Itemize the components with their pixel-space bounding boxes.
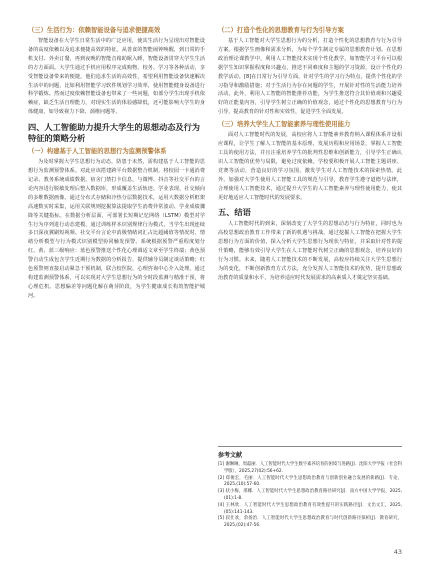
references-section <box>218 450 402 530</box>
paragraph-monitoring-system: 为及时掌握大学生思想行为动态，防患于未然，需构建基于人工智能的思想行为监测预警体系。对此应该搭建跨平台数据整合机制，将校园一卡通消费记录、教务系统成绩数据、宿舍门禁打卡信息，与微博、抖音等社交平台的言论内容进行脱敏处理后整入数据库，形成覆盖生活轨迹、学业表现、社交倾向的多维数据画像。通过分布式存储和冷热分层数据技术，运用大数据分析框架高速数实时采集，运用关联规则挖掘算法提取学生消费异常波动、学业成绩骤降等关键指标。在数据分析层面，可部署长短期记忆网络（LSTM）模型对学生行为序列进行动态建模，通过训练样本识别规律行为模式，当学生出现连续多日深夜翼刷短视频、社交平台言论中消极情绪词汇占比超阈值等情况时，情绪分析模型与行为模式识别模型协同触发预警。系统根据预警严重程度划分红、黄、蓝三级响应：蓝色预警推送个性化心理调适文章至学生终端；黄色预警自动生成包含学生近期行为数据的分析报告，提供辅导员制定谈话策略；红色预警则直接启动紧急干预机制，联合校医院、心理咨询中心介入处理。通过构建监测预警体系，可以实现对大学生思想行为的全时段监测与精准干预，将心理危机、思想偏差等问题化解在萌芽阶段，为学生健康成长构筑智能护城河。 <box>28 159 205 299</box>
right-column <box>218 26 402 283</box>
page-number: 43 <box>393 548 402 556</box>
paragraph-life-behavior: 智能设备在大学生日常生活中的广泛应用，使其生活行为呈现出对智能设备的高度依赖以及追求便捷高效的特征。从善食的智能闹钟唤醒，到日常的手机支付、外卖订餐，再到夜晚的智能音箱助眠入睡，智能设备贯穿大学生生活的方方面面。大学生通过手机应用程序完成购物、校务、学习等各种活动，享受智能设备带来的便捷。他们追求生活的高效性，希望利用智能设备快速解决生活中的问题，比如利用智能学习软件规划学习效率，使用智能健身设备进行科学锻炼。然而过度依赖智能设备也带来了一些问题，如部分学生出现手机依赖症，缺乏生活自理能力，对现实生活的体验感降低，还可能影响大学生的身体健康，如导致视力下降、颈椎问题等。 <box>28 38 205 116</box>
reference-item: [4] 王林欣．人工智能时代大学生思想政治教育有效性提升的实践路径[J]．文出文汇，2025,(05):141-143. <box>218 502 402 515</box>
subheading-life-behavior: （三）生活行为：依赖智能设备与追求便捷高效 <box>28 27 161 34</box>
paragraph-conclusion: 人工智能时代的到来，深刻改变了大学生的思想动态与行为特征，同时也为高校思想政治教育工作带来了新的机遇与挑战。通过挖掘人工智能在把握大学生思想行为方面的价值，探入分析大学生思想行为现状与特征，并采取针对性的提升策略，能够有效引导大学生在人工智能时代树立正确的思想观念，培养良好的行为习惯。未来，随着人工智能技术的不断发展，高校应持续关注大学生思想行为的变化，不断创新教育方式方法，充分发挥人工智能技术的优势，提升思想政治教育的质量和水平，为培养适应时代发展需求的高素质人才奠定坚实基础。 <box>218 221 402 281</box>
subheading-monitoring-system: （一）构建基于人工智能的思想行为监测预警体系 <box>28 148 167 156</box>
reference-item: [3] 状小梅，邢娜．人工智能时代大学生思想政治教育路径研究[J]．南方中国大学学报，2025,(01):1-8. <box>218 489 402 501</box>
paragraph-personalized-guidance: 基于人工智能对大学生思想行为的分析，打造个性化的思想教育与行为引导方案。根据学生画像和需求分析，为每个学生制定专属的思想教育计划。在思想政治理论课教学中，利用人工智能技术实现个性化教学。如智能学习平台可以根据学生知识掌握程度和兴趣点，推送不同难度和主题的学习资源，设计个性化的教学活动。[8]在日常行为引导方面，针对学生的学习行为特点，提供个性化的学习指导和激励措施；对于生活行为存在问题的学生，开展针对性的生活能力培养活动。此外，利用人工智能的智能推荐功能，为学生推送符合其价值观和兴趣爱好的正能量内容，引导学生树立正确的价值观念，通过个性化的思想教育与行为引导，提高教育的针对性和实效性，促进学生全面发展。 <box>218 38 402 116</box>
paragraph-ai-literacy: 面对人工智能时代的发展，高校应将人工智能素养教育纳入课程体系并设相应课程，让学生了解人工智能的基本原理、发展历程和应用场景，掌握人工智能工具的使用方法，并且注重培养学生的批判性思维和创新能力，引导学生正确认识人工智能的优势与局限，避免过度依赖。学校要积极开展人工智能主题讲座、竞赛等活动，营造良好的学习氛围，激发学生对人工智能技术的探索热情。此外，加强对大学生使用人工智能工具的规范与引导，教育学生遵守道德与法律，合理使用人工智能技术，通过提升大学生的人工智能素养与理性使用能力，使其更好地适应人工智能时代的发展要求。 <box>218 132 402 201</box>
section-title-conclusion: 五、结语 <box>218 207 251 218</box>
subheading-ai-literacy: （三）培养大学生人工智能素养与理性使用能力 <box>218 121 351 129</box>
subheading-personalized-guidance: （二）打造个性化的思想教育与行为引导方案 <box>218 27 344 34</box>
reference-item: [1] 谢琳琳，周磊丽．人工智能时代大学生数字素养培育的困境与进路[J]．沈阳大学学报（社会科学版），2025,27(02):56+62. <box>218 462 402 474</box>
references-title: 参考文献 <box>218 452 243 459</box>
reference-item: [5] 叔仕欢，余扬治．人工智能时代大学生思想政治教育与时代创新路径探析[J]．教育研究，2025,(02):47-56. <box>218 516 402 529</box>
left-column <box>28 26 205 301</box>
reference-item: [2] 郑俊宏，毛丽．人工智能时代大学生思想政治教育与创新创业融合发展的新路[J]．专论，2025,(10):57-60. <box>218 475 402 488</box>
section-title-strategies: 四、人工智能助力提升大学生的思想动态及行为特征的策略分析 <box>28 122 200 144</box>
references-divider <box>218 446 402 447</box>
